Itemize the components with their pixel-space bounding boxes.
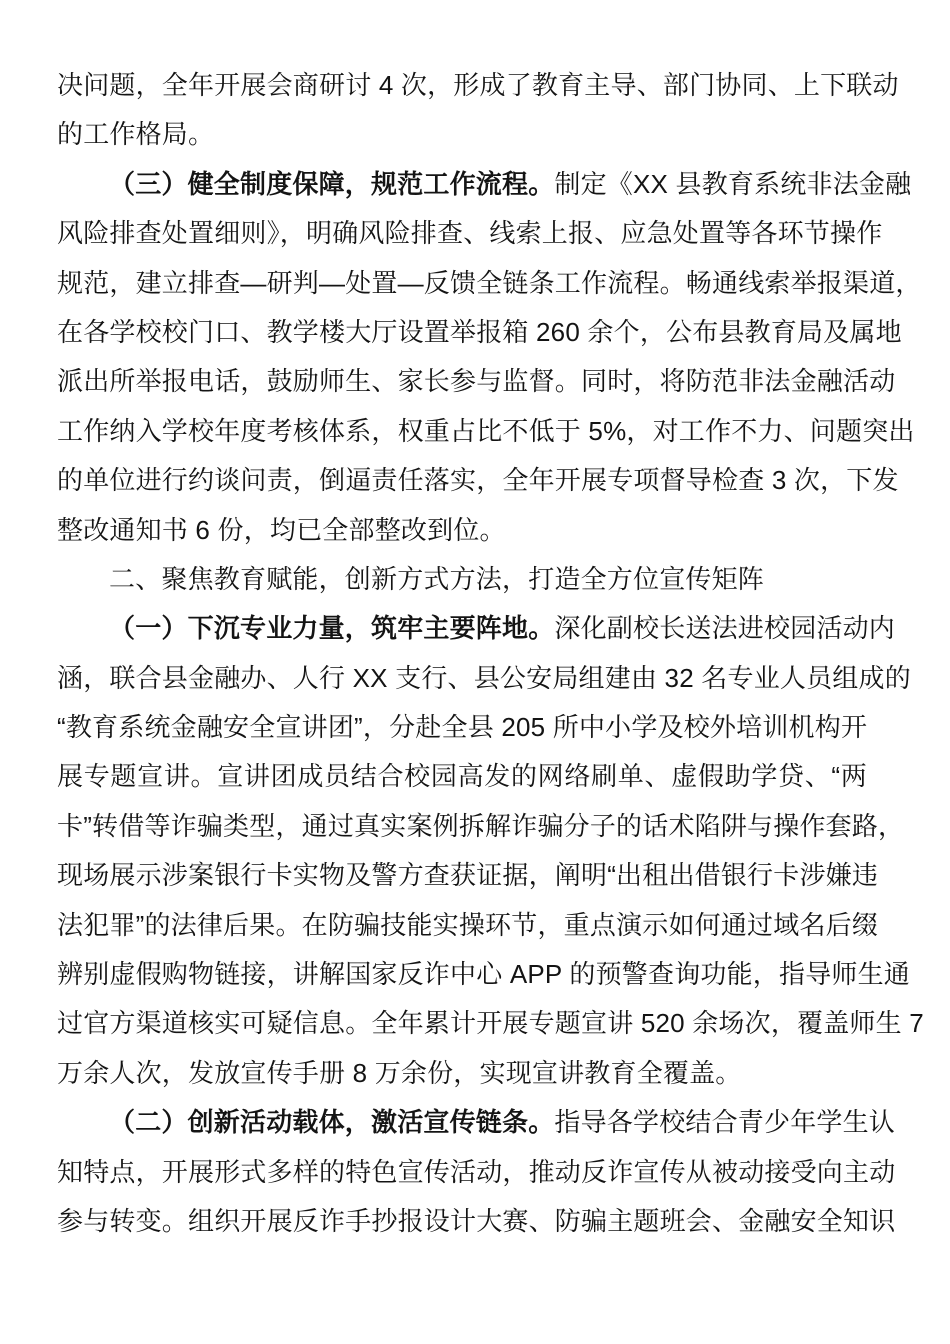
heading-bold-text: （一）下沉专业力量，筑牢主要阵地。 bbox=[109, 613, 555, 644]
line-text: 展专题宣讲。宣讲团成员结合校园高发的网络刷单、虚假助学贷、“两 bbox=[57, 761, 867, 792]
para-heading-line bbox=[57, 1098, 896, 1147]
section-heading-line bbox=[57, 555, 867, 604]
line-text: 制定《XX 县教育系统非法金融 bbox=[554, 168, 912, 199]
line-text: 辨别虚假购物链接，讲解国家反诈中心 APP 的预警查询功能，指导师生通 bbox=[57, 959, 911, 990]
text-line bbox=[57, 259, 922, 308]
text-line bbox=[57, 802, 905, 851]
text-line bbox=[57, 209, 883, 258]
line-text: “教育系统金融安全宣讲团”，分赴全县 205 所中小学及校外培训机构开 bbox=[57, 712, 868, 743]
heading-bold-text: （三）健全制度保障，规范工作流程。 bbox=[109, 168, 555, 199]
text-line bbox=[57, 61, 899, 110]
line-text: 整改通知书 6 份，均已全部整改到位。 bbox=[57, 514, 506, 545]
line-text: 过官方渠道核实可疑信息。全年累计开展专题宣讲 520 余场次，覆盖师生 7 bbox=[57, 1008, 924, 1039]
line-text: 的单位进行约谈问责，倒逼责任落实，全年开展专项督导检查 3 次，下发 bbox=[57, 465, 899, 496]
text-line bbox=[57, 851, 879, 900]
text-line bbox=[57, 703, 867, 752]
heading-bold-text: （二）创新活动载体，激活宣传链条。 bbox=[109, 1107, 555, 1138]
line-text: 万余人次，发放宣传手册 8 万余份，实现宣讲教育全覆盖。 bbox=[57, 1057, 742, 1088]
text-line bbox=[57, 407, 915, 456]
line-text: 现场展示涉案银行卡实物及警方查获证据，阐明“出租出借银行卡涉嫌违 bbox=[57, 860, 879, 891]
text-line bbox=[57, 950, 911, 999]
line-text: 涵，联合县金融办、人行 XX 支行、县公安局组建由 32 名专业人员组成的 bbox=[57, 662, 911, 693]
line-text: 深化副校长送法进校园活动内 bbox=[554, 613, 896, 644]
line-text: 指导各学校结合青少年学生认 bbox=[554, 1107, 896, 1138]
text-line bbox=[57, 654, 911, 703]
line-text: 法犯罪”的法律后果。在防骗技能实操环节，重点演示如何通过域名后缀 bbox=[57, 909, 879, 940]
text-line bbox=[57, 357, 896, 406]
line-text: 参与转变。组织开展反诈手抄报设计大赛、防骗主题班会、金融安全知识 bbox=[57, 1205, 896, 1236]
text-line bbox=[57, 752, 867, 801]
line-text: 二、聚焦教育赋能，创新方式方法，打造全方位宣传矩阵 bbox=[109, 563, 765, 594]
para-heading-line bbox=[57, 160, 912, 209]
line-text: 决问题，全年开展会商研讨 4 次，形成了教育主导、部门协同、上下联动 bbox=[57, 70, 899, 100]
line-text: 工作纳入学校年度考核体系，权重占比不低于 5%，对工作不力、问题突出 bbox=[57, 415, 915, 446]
line-text: 在各学校校门口、教学楼大厅设置举报箱 260 余个，公布县教育局及属地 bbox=[57, 316, 902, 347]
text-line bbox=[57, 110, 867, 159]
text-line bbox=[57, 901, 879, 950]
line-text: 规范，建立排查—研判—处置—反馈全链条工作流程。畅通线索举报渠道， bbox=[57, 267, 922, 298]
text-line bbox=[57, 308, 902, 357]
text-line bbox=[57, 1049, 867, 1098]
line-text: 的工作格局。 bbox=[57, 119, 215, 150]
text-line bbox=[57, 506, 867, 555]
text-line bbox=[57, 999, 924, 1048]
line-text: 卡”转借等诈骗类型，通过真实案例拆解诈骗分子的话术陷阱与操作套路， bbox=[57, 810, 905, 841]
text-line bbox=[57, 456, 899, 505]
line-text: 知特点，开展形式多样的特色宣传活动，推动反诈宣传从被动接受向主动 bbox=[57, 1156, 896, 1187]
line-text: 派出所举报电话，鼓励师生、家长参与监督。同时，将防范非法金融活动 bbox=[57, 366, 896, 397]
line-text: 风险排查处置细则》，明确风险排查、线索上报、应急处置等各环节操作 bbox=[57, 218, 883, 249]
para-heading-line bbox=[57, 604, 896, 653]
text-line bbox=[57, 1197, 896, 1246]
text-line bbox=[57, 1148, 896, 1197]
